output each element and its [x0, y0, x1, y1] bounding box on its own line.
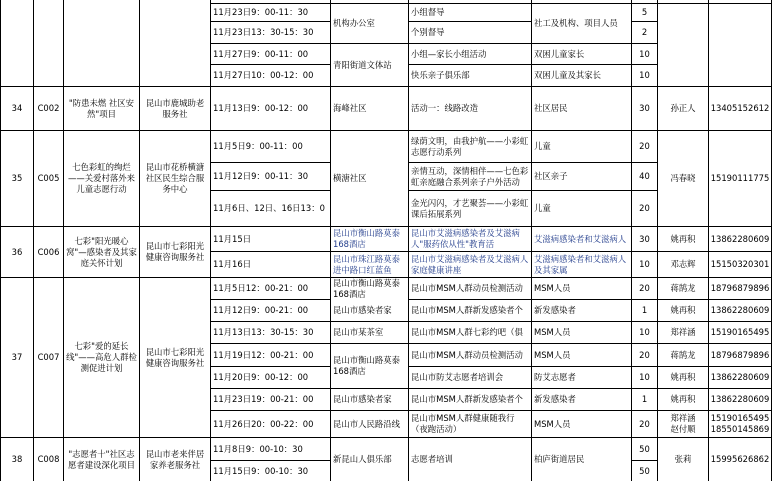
- row-target: 儿童: [534, 141, 551, 151]
- row-code: C002: [37, 103, 60, 113]
- row-target: 新发感染者: [534, 394, 576, 404]
- row-project: 七彩"爱的延长线"——高危人群检测促进计划: [66, 341, 137, 373]
- row-number: 37: [11, 352, 23, 362]
- row-venue: 昆山市衡山路莫泰168酒店: [333, 355, 400, 376]
- row-number: 36: [11, 246, 23, 257]
- row-venue: 昆山市某茶室: [333, 327, 384, 337]
- row-activity: 小组—家长小组活动: [411, 48, 487, 59]
- row-count: 20: [639, 349, 650, 360]
- row-target: 社工及机构、项目人员: [534, 18, 618, 28]
- row-date: 11月12日9：00-21：00: [213, 305, 309, 315]
- row-count: 1: [641, 305, 648, 315]
- row-count: 10: [639, 48, 650, 59]
- row-date: 11月12日9：00-11：30: [213, 171, 309, 181]
- row-staff: 姚再积: [670, 233, 696, 244]
- row-activity: 小组督导: [411, 7, 445, 17]
- row-org: 昆山市七彩阳光健康咨询服务社: [145, 346, 205, 368]
- row-project: "防患未燃 社区安然"项目: [68, 97, 135, 119]
- row-date: 11月15日: [213, 233, 252, 244]
- row-venue: 昆山市人民路沿线: [333, 418, 400, 429]
- row-staff: 蒋鹄龙: [670, 349, 696, 360]
- row-staff: 郑祥涵 赵付顺: [670, 413, 696, 434]
- row-count: 1: [641, 394, 648, 404]
- row-phone: 15150320301: [710, 259, 770, 269]
- row-org: 昆山市花桥横溏社区民生综合服务中心: [145, 162, 205, 194]
- row-target: 艾滋病感染者和艾滋病人: [534, 233, 627, 244]
- row-date: 11月27日9：00-11：00: [213, 48, 309, 59]
- row-staff: 姚再积: [670, 394, 696, 404]
- row-venue: 机构办公室: [333, 18, 375, 28]
- row-target: MSM人员: [534, 327, 571, 337]
- row-date: 11月15日9：00-10：30: [213, 465, 309, 476]
- row-activity: 昆山市MSM人群动员检测活动: [411, 349, 523, 360]
- row-count: 20: [639, 203, 650, 213]
- row-target: 儿童: [534, 203, 551, 213]
- row-count: 20: [639, 283, 650, 293]
- row-date: 11月19日12：00-21：00: [213, 349, 314, 360]
- row-target: MSM人员: [534, 418, 571, 429]
- row-date: 11月23日13：30-15：30: [213, 27, 314, 37]
- row-count: 10: [639, 70, 650, 80]
- row-number: 38: [11, 454, 23, 464]
- row-date: 11月23日19：00-21：00: [213, 394, 314, 404]
- row-number: 35: [11, 173, 23, 183]
- row-staff: 蒋鹄龙: [670, 283, 696, 293]
- row-count: 20: [639, 418, 650, 429]
- row-activity: 金光闪闪，才艺聚荟——小彩虹课后拓展系列: [411, 197, 529, 219]
- row-venue: 新昆山人俱乐部: [333, 454, 392, 464]
- row-date: 11月13日9：00-12：00: [213, 103, 309, 113]
- row-code: C007: [37, 352, 60, 362]
- row-activity: 昆山市MSM人群新发感染者个: [411, 394, 523, 404]
- row-date: 11月16日: [213, 259, 252, 269]
- row-count: 10: [639, 372, 650, 382]
- row-staff: 张莉: [674, 454, 692, 464]
- row-count: 20: [639, 141, 650, 151]
- row-activity: 活动一：线路改造: [411, 103, 478, 113]
- row-phone: 13862280609: [710, 233, 770, 244]
- row-target: 艾滋病感染者和艾滋病人及其家属: [534, 253, 627, 275]
- row-project: 七色彩虹的绚烂——关爱村落外来儿童志愿行动: [68, 162, 135, 194]
- row-phone: 13405152612: [710, 103, 770, 113]
- row-count: 10: [639, 259, 650, 269]
- row-target: 双困儿童及其家长: [534, 70, 601, 80]
- row-code: C008: [37, 454, 60, 464]
- row-target: 新发感染者: [534, 305, 576, 315]
- row-project: "志愿者十"社区志愿者建设深化项目: [68, 448, 135, 470]
- row-phone: 18796879896: [710, 283, 770, 293]
- row-staff: 邓志辉: [670, 259, 696, 269]
- row-date: 11月26日20：00-22：00: [213, 418, 314, 429]
- row-phone: 15190165495 18550145869: [710, 413, 770, 434]
- row-code: C006: [37, 246, 60, 257]
- row-count: 50: [639, 443, 650, 454]
- row-venue: 横溏社区: [333, 173, 367, 183]
- row-target: 社区亲子: [534, 171, 568, 181]
- row-activity: 个别督导: [411, 27, 445, 37]
- row-activity: 昆山市MSM人群健康随我行（夜跑活动）: [411, 413, 515, 434]
- row-venue: 昆山市感染者家: [333, 305, 392, 315]
- row-target: 防艾志愿者: [534, 372, 576, 382]
- row-date: 11月6日、12日、16日13：0: [213, 203, 325, 213]
- row-activity: 昆山市MSM人群动员检测活动: [411, 283, 523, 293]
- row-date: 11月8日9：00-10：30: [213, 443, 303, 454]
- row-venue: 昆山市珠江路莫泰进中路口红蓝鱼: [333, 253, 400, 275]
- row-activity: 昆山市艾滋病感染者及艾滋病人家庭健康讲座: [411, 253, 529, 275]
- row-count: 50: [639, 465, 650, 476]
- row-date: 11月5日12：00-21：00: [213, 283, 309, 293]
- row-activity: 昆山市MSM人群新发感染者个: [411, 305, 523, 315]
- row-count: 2: [641, 27, 648, 37]
- row-venue: 海峰社区: [333, 103, 367, 113]
- row-staff: 姚再积: [670, 372, 696, 382]
- row-activity: 亲情互动，深情相伴——七色彩虹亲庭融合系列亲子户外活动: [411, 165, 529, 187]
- row-phone: 15190111775: [710, 173, 770, 183]
- row-org: 昆山市鹿城助老服务社: [145, 97, 205, 119]
- row-staff: 孙正人: [670, 103, 696, 113]
- row-target: MSM人员: [534, 283, 571, 293]
- row-phone: 13862280609: [710, 394, 770, 404]
- row-count: 10: [639, 327, 650, 337]
- row-date: 11月20日9：00-12：00: [213, 372, 309, 382]
- row-date: 11月5日9：00-11：00: [213, 141, 303, 151]
- row-count: 30: [639, 103, 650, 113]
- row-activity: 绿荫文明，由我护航——小彩虹志愿行动系列: [411, 135, 529, 157]
- row-activity: 快乐亲子俱乐部: [411, 70, 470, 80]
- row-phone: 18796879896: [710, 349, 770, 360]
- row-number: 34: [11, 103, 23, 113]
- row-target: 柏庐街道居民: [534, 454, 585, 464]
- row-activity: 昆山市防艾志愿者培训会: [411, 372, 504, 382]
- row-date: 11月13日13：30-15：30: [213, 327, 314, 337]
- row-target: 社区居民: [534, 103, 568, 113]
- row-activity: 昆山市MSM人群七彩约吧（俱: [411, 327, 523, 337]
- row-count: 30: [639, 233, 650, 244]
- row-org: 昆山市老来伴居家养老服务社: [145, 448, 205, 470]
- row-venue: 青阳街道文体站: [333, 59, 392, 70]
- row-date: 11月27日10：00-12：00: [213, 70, 314, 80]
- row-activity: 昆山市艾滋病感染者及艾滋病人"服药依从性"教育活: [411, 228, 520, 249]
- row-phone: 15190165495: [710, 327, 770, 337]
- row-phone: 15995626862: [710, 454, 770, 464]
- row-project: 七彩"阳光暖心窝"—感染者及其家庭关怀计划: [66, 235, 137, 268]
- row-staff: 郑祥涵: [670, 327, 696, 337]
- row-phone: 13862280609: [710, 305, 770, 315]
- row-org: 昆山市七彩阳光健康咨询服务社: [145, 241, 205, 262]
- row-venue: 昆山市衡山路莫泰168酒店: [333, 278, 400, 299]
- row-count: 5: [641, 7, 648, 17]
- row-code: C005: [37, 173, 60, 183]
- row-venue: 昆山市感染者家: [333, 394, 392, 404]
- row-date: 11月23日9：00-11：30: [213, 7, 309, 17]
- row-activity: 志愿者培训: [411, 454, 453, 464]
- row-phone: 13862280609: [710, 372, 770, 382]
- row-staff: 姚再积: [670, 305, 696, 315]
- row-staff: 冯春晓: [670, 173, 696, 183]
- row-count: 40: [639, 171, 650, 181]
- row-venue: 昆山市衡山路莫泰168酒店: [333, 228, 400, 249]
- row-target: 双困儿童家长: [534, 48, 585, 59]
- row-target: MSM人员: [534, 349, 571, 360]
